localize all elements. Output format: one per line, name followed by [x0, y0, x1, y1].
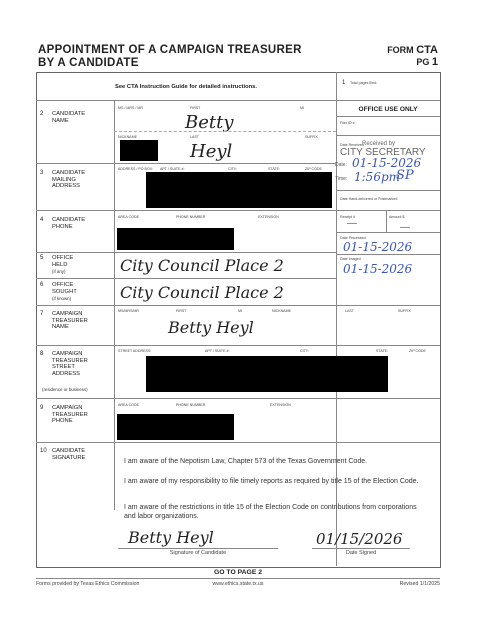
treasurer-address-label: CAMPAIGN TREASURER STREET ADDRESS — [52, 351, 88, 377]
signature-caption: Signature of Candidate — [169, 550, 227, 556]
col-nickname: NICKNAME — [118, 135, 137, 139]
stamp-time-prefix: Time: — [335, 176, 348, 182]
footer-revised: Revised 1/1/2025 — [399, 581, 440, 587]
form-code-value: CTA — [416, 44, 438, 56]
redacted-candidate-phone — [117, 228, 234, 250]
form-code — [378, 44, 438, 68]
stamp-office: CITY SECRETARY — [340, 147, 426, 158]
section-2-number: 2 — [40, 111, 44, 117]
treasurer-col-zip: ZIP CODE — [409, 349, 426, 353]
section-8-number: 8 — [40, 351, 44, 357]
col-apt: APT / SUITE #: — [160, 167, 185, 171]
office-held-value: City Council Place 2 — [120, 256, 284, 275]
stamp-received: Received by — [362, 141, 396, 147]
col-extension: EXTENSION — [258, 215, 279, 219]
col-city: CITY: — [228, 167, 237, 171]
candidate-signature-value: Betty Heyl — [128, 528, 214, 547]
treasurer-col-last: LAST — [345, 309, 354, 313]
candidate-last-name: Heyl — [190, 141, 233, 162]
page-number: 1 — [431, 56, 438, 68]
mailing-address-label: CANDIDATE MAILING ADDRESS — [52, 170, 86, 190]
form-title — [38, 44, 302, 70]
hand-delivered-label: Date Hand-delivered or Postmarked — [340, 197, 398, 201]
redacted-treasurer-phone — [117, 414, 234, 440]
office-sought-value: City Council Place 2 — [120, 283, 284, 302]
stamp-time-value: 1:56pm — [354, 170, 401, 184]
office-sought-sub: (if known) — [52, 296, 72, 301]
statement-reports: I am aware of my responsibility to file timely reports as required by title 15 of the Election Code. — [124, 478, 419, 485]
treasurer-phone-label: CAMPAIGN TREASURER PHONE — [52, 405, 88, 425]
statement-restrictions: I am aware of the restrictions in title 15 of the Election Code on contributions from corporations and labor organizations. — [124, 504, 417, 520]
treasurer-col-suffix: SUFFIX — [398, 309, 411, 313]
stamp-initials: SP — [396, 168, 414, 183]
date-processed-label: Date Processed — [340, 236, 366, 240]
date-imaged-label: Date Imaged — [340, 257, 361, 261]
stamp-date-value: 01-15-2026 — [352, 156, 422, 170]
col-last: LAST — [190, 135, 199, 139]
section-3-number: 3 — [40, 170, 44, 176]
total-pages-number: 1 — [342, 80, 346, 86]
office-sought-label: OFFICE SOUGHT — [52, 282, 77, 295]
redacted-treasurer-address — [146, 356, 388, 392]
receipt-value: — — [347, 218, 357, 229]
candidate-name-label: CANDIDATE NAME — [52, 111, 86, 124]
treasurer-col-apt: APT / SUITE #: — [205, 349, 230, 353]
col-zip: ZIP CODE — [305, 167, 322, 171]
form-title-line2: BY A CANDIDATE — [38, 57, 139, 69]
amount-label: Amount $ — [389, 215, 405, 219]
treasurer-col-mi: MI — [238, 309, 242, 313]
candidate-phone-label: CANDIDATE PHONE — [52, 217, 86, 230]
treasurer-col-ms: MS/MRS/MR — [118, 309, 139, 313]
col-area-code: AREA CODE — [118, 215, 139, 219]
section-5-number: 5 — [40, 255, 44, 261]
candidate-signature-label: CANDIDATE SIGNATURE — [52, 448, 86, 461]
treasurer-address-sub: (residence or business) — [42, 387, 88, 392]
col-suffix: SUFFIX — [305, 135, 318, 139]
treasurer-col-state: STATE: — [376, 349, 389, 353]
section-7-number: 7 — [40, 311, 44, 317]
form-label: FORM — [387, 45, 414, 55]
office-held-label: OFFICE HELD — [52, 255, 74, 268]
amount-value: — — [400, 222, 410, 233]
date-received-label: Date Received — [340, 143, 364, 147]
treasurer-col-street: STREET ADDRESS: — [118, 349, 152, 353]
treasurer-col-city: CITY: — [300, 349, 309, 353]
col-first: FIRST — [190, 106, 201, 110]
total-pages-label: Total pages filed: — [350, 81, 377, 85]
office-held-sub: (if any) — [52, 269, 66, 274]
treasurer-name-label: CAMPAIGN TREASURER NAME — [52, 311, 88, 331]
form-title-line1: APPOINTMENT OF A CAMPAIGN TREASURER — [38, 44, 302, 56]
col-ms-mrs-mr: MS / MRS / MR — [118, 106, 143, 110]
footer-website: www.ethics.state.tx.us — [212, 581, 264, 587]
office-use-title: OFFICE USE ONLY — [358, 106, 418, 113]
treasurer-col-area: AREA CODE — [118, 403, 139, 407]
treasurer-col-first: FIRST — [176, 309, 187, 313]
date-signed-value: 01/15/2026 — [316, 530, 403, 548]
section-9-number: 9 — [40, 405, 44, 411]
col-address: ADDRESS / PO BOX: — [118, 167, 154, 171]
section-10-number: 10 — [40, 448, 47, 454]
redacted-mailing-address — [146, 172, 332, 208]
candidate-first-name: Betty — [185, 112, 234, 133]
redacted-prefix — [120, 140, 158, 161]
date-processed-value: 01-15-2026 — [343, 240, 413, 254]
treasurer-col-nickname: NICKNAME — [272, 309, 291, 313]
treasurer-name-value: Betty Heyl — [168, 318, 254, 337]
date-signed-caption: Date Signed — [345, 550, 377, 556]
col-phone-number: PHONE NUMBER — [176, 215, 206, 219]
col-mi: MI — [300, 106, 304, 110]
date-imaged-value: 01-15-2026 — [343, 262, 413, 276]
footer-provided-by: Forms provided by Texas Ethics Commission — [36, 581, 140, 587]
section-6-number: 6 — [40, 282, 44, 288]
filer-id-label: Filer ID # — [340, 121, 355, 125]
statement-nepotism: I am aware of the Nepotism Law, Chapter 573 of the Texas Government Code. — [124, 458, 368, 465]
section-4-number: 4 — [40, 217, 44, 223]
treasurer-col-phone: PHONE NUMBER — [176, 403, 206, 407]
receipt-label: Receipt # — [340, 215, 356, 219]
page-label: PG — [416, 57, 430, 67]
go-to-page-2: GO TO PAGE 2 — [213, 569, 263, 576]
instructions-text: See CTA Instruction Guide for detailed instructions. — [114, 84, 258, 90]
col-state: STATE: — [268, 167, 281, 171]
stamp-date-prefix: Date: — [335, 162, 347, 168]
treasurer-col-ext: EXTENSION — [270, 403, 291, 407]
